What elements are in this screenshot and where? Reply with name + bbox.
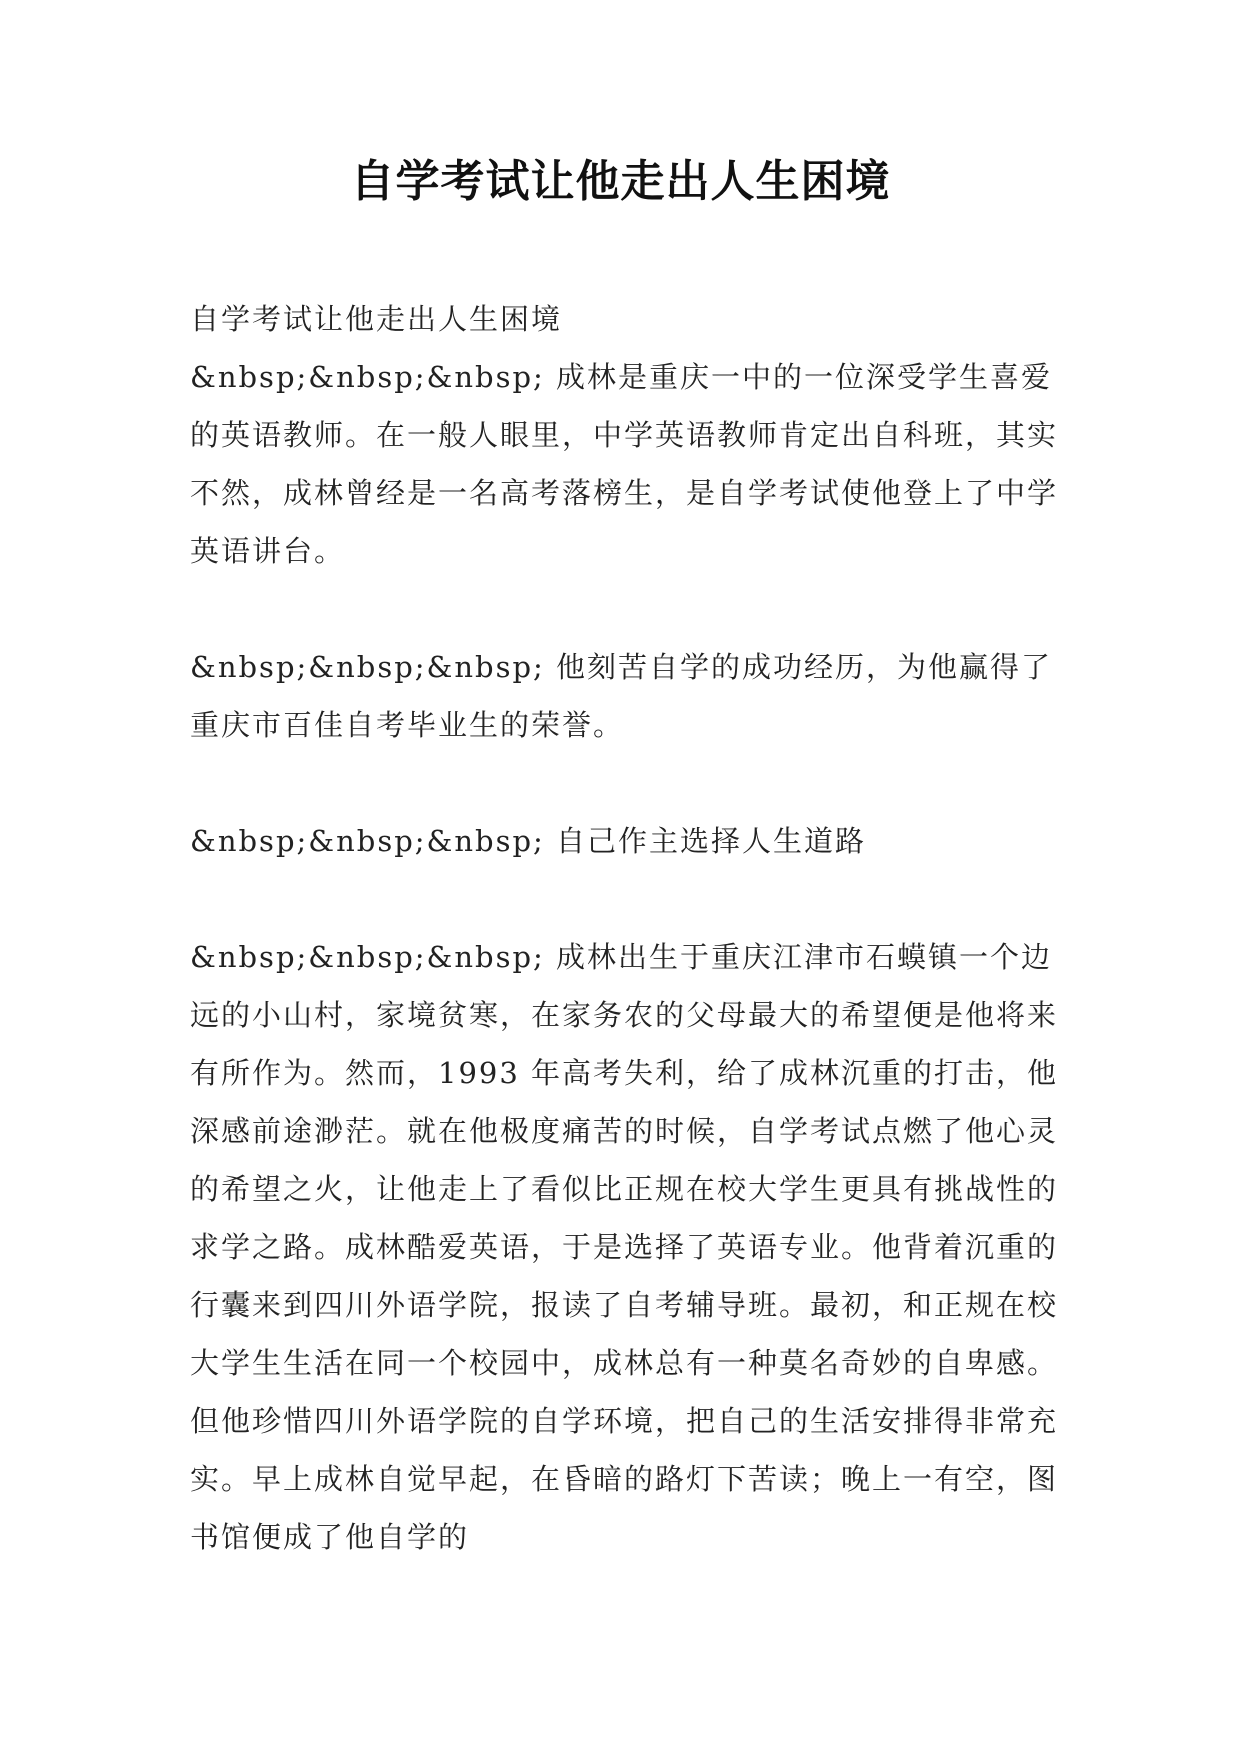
document-body — [190, 290, 1070, 1566]
paragraph-story: &nbsp;&nbsp;&nbsp; 成林出生于重庆江津市石蟆镇一个边远的小山村，家境贫寒，在家务农的父母最大的希望便是他将来有所作为。然而，1993 年高考失利，给了成林沉重的打击，他深感前途渺茫。就在他极度痛苦的时候，自学考试点燃了他心灵的希望之火，让他走上了看似比正规在校大学生更具有挑战性的求学之路。成林酷爱英语，于是选择了英语专业。他背着沉重的行囊来到四川外语学院，报读了自考辅导班。最初，和正规在校大学生生活在同一个校园中，成林总有一种莫名奇妙的自卑感。但他珍惜四川外语学院的自学环境，把自己的生活安排得非常充实。早上成林自觉早起，在昏暗的路灯下苦读；晚上一有空，图书馆便成了他自学的 — [190, 940, 1059, 1554]
paragraph-honor: &nbsp;&nbsp;&nbsp; 他刻苦自学的成功经历，为他赢得了重庆市百佳自考毕业生的荣誉。 — [190, 650, 1053, 742]
paragraph-subtitle: 自学考试让他走出人生困境 — [190, 302, 563, 336]
paragraph-intro: &nbsp;&nbsp;&nbsp; 成林是重庆一中的一位深受学生喜爱的英语教师。在一般人眼里，中学英语教师肯定出自科班，其实不然，成林曾经是一名高考落榜生，是自学考试使他登上了中学英语讲台。 — [190, 360, 1059, 568]
document-title: 自学考试让他走出人生困境 — [350, 156, 891, 207]
paragraph-section-heading: &nbsp;&nbsp;&nbsp; 自己作主选择人生道路 — [190, 824, 867, 858]
